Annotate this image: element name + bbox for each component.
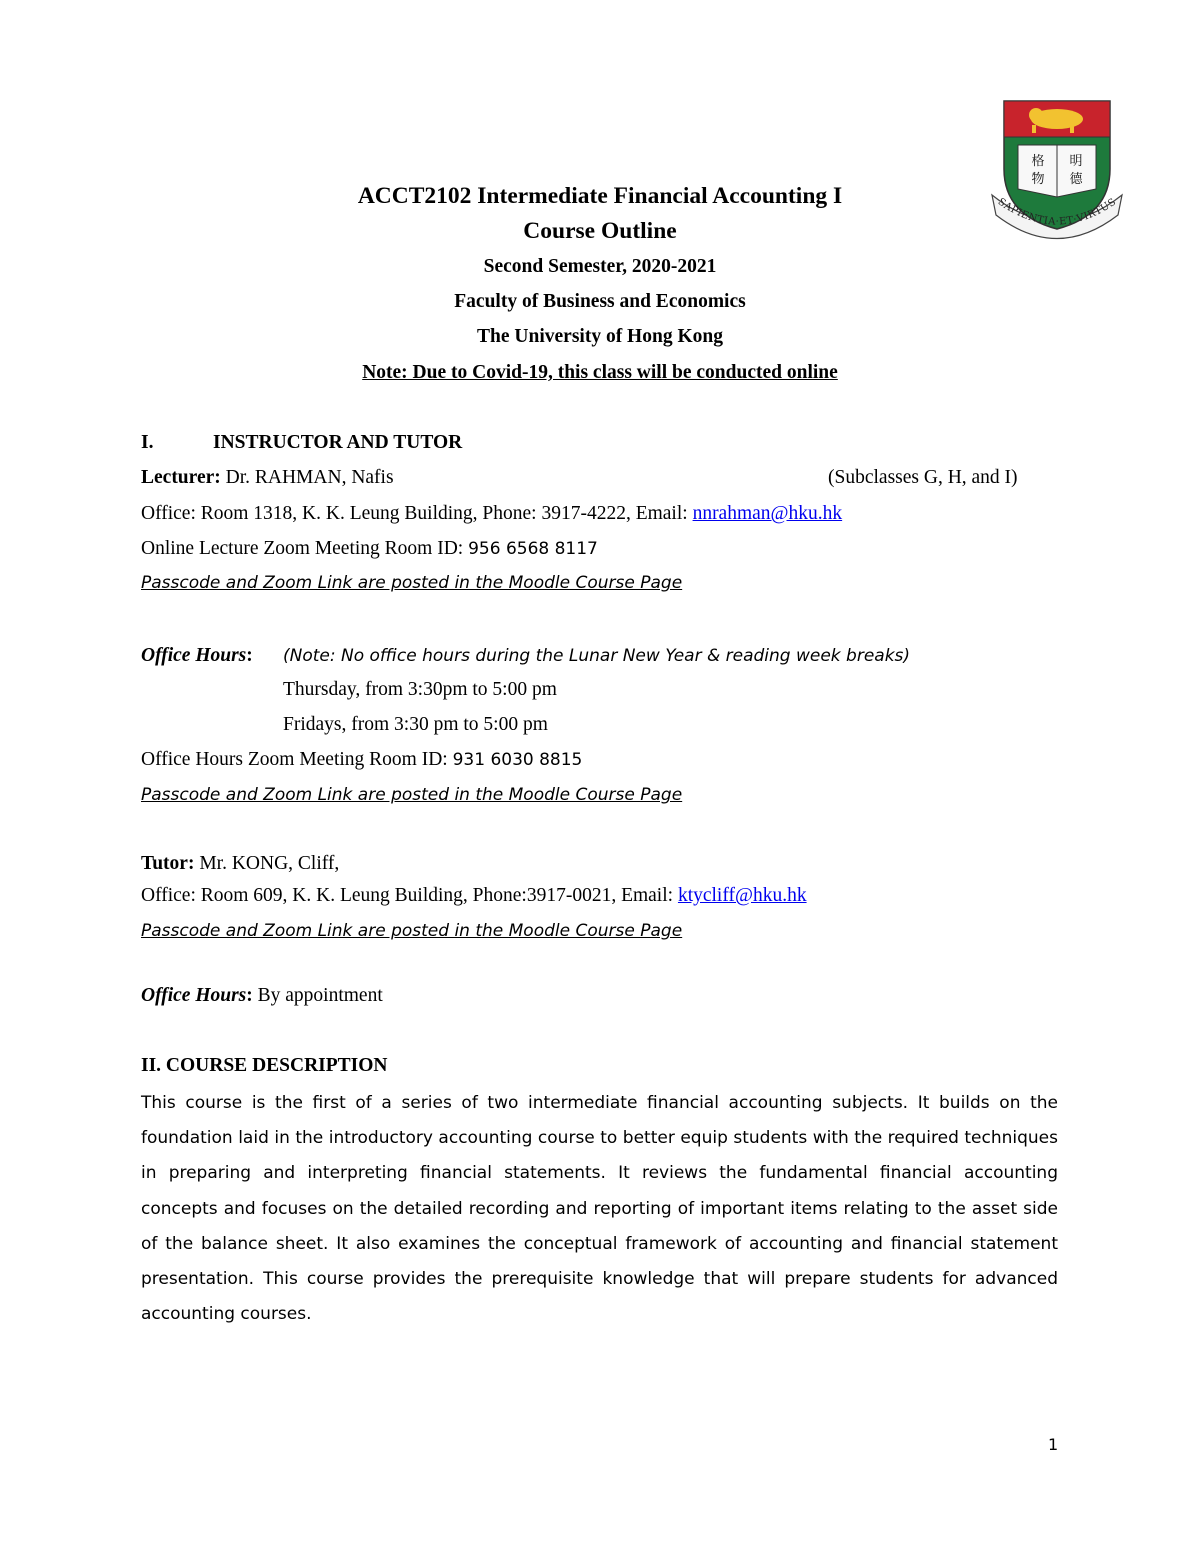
faculty-line: Faculty of Business and Economics bbox=[454, 291, 746, 312]
office-hours-friday: Fridays, from 3:30 pm to 5:00 pm bbox=[283, 714, 548, 735]
lecturer-office-hours-line bbox=[141, 645, 253, 667]
tutor-office-line bbox=[141, 885, 807, 907]
covid-note: Note: Due to Covid-19, this class will be conducted online bbox=[362, 362, 838, 383]
office-hours-zoom-label: Office Hours Zoom Meeting Room ID: bbox=[141, 749, 453, 770]
office-hours-colon: : bbox=[246, 645, 253, 666]
lecturer-office-line bbox=[141, 503, 842, 525]
office-hours-label: Office Hours bbox=[141, 645, 247, 666]
tutor-label: Tutor: bbox=[141, 853, 195, 874]
lecturer-line bbox=[141, 467, 394, 489]
tutor-email-link[interactable]: ktycliff@hku.hk bbox=[677, 885, 807, 906]
document-subtitle: Course Outline bbox=[523, 218, 677, 244]
lecturer-label: Lecturer: bbox=[141, 467, 221, 488]
lecturer-name: Dr. RAHMAN, Nafis bbox=[220, 467, 394, 488]
page-number: 1 bbox=[1048, 1435, 1059, 1454]
document-title: ACCT2102 Intermediate Financial Accounting I bbox=[357, 183, 843, 209]
crest-char-3: 物 bbox=[1031, 172, 1045, 187]
office-hours-zoom-line bbox=[141, 749, 582, 771]
semester-line: Second Semester, 2020-2021 bbox=[483, 256, 717, 277]
office-hours-note: (Note: No office hours during the Lunar New Year & reading week breaks) bbox=[283, 646, 911, 666]
lecture-zoom-line bbox=[141, 538, 598, 560]
lecturer-subclasses: (Subclasses G, H, and I) bbox=[828, 467, 1018, 488]
course-description-paragraph: This course is the first of a series of two intermediate financial accounting subjects. It builds on the foundation laid in the introductory accounting course to better equip students with the required techniques in preparing and interpreting financial statements. It reviews the fundamental financial accounting concepts and focuses on the detailed recording and reporting of important items relating to the asset side of the balance sheet. It also examines the conceptual framework of accounting and financial statement presentation. This course provides the prerequisite knowledge that will prepare students for advanced accounting courses. bbox=[141, 1093, 1058, 1325]
tutor-office-hours-value: By appointment bbox=[252, 985, 383, 1006]
section-1-number: I. bbox=[141, 432, 154, 453]
tutor-passcode-note: Passcode and Zoom Link are posted in the Moodle Course Page bbox=[141, 921, 683, 941]
lecturer-passcode-note: Passcode and Zoom Link are posted in the Moodle Course Page bbox=[141, 573, 683, 593]
section-1-heading: INSTRUCTOR AND TUTOR bbox=[213, 432, 463, 453]
lecture-zoom-label: Online Lecture Zoom Meeting Room ID: bbox=[141, 538, 469, 559]
tutor-office-text: Office: Room 609, K. K. Leung Building, Phone:3917-0021, Email: bbox=[141, 885, 678, 906]
tutor-office-hours-label: Office Hours bbox=[141, 985, 247, 1006]
crest-char-2: 明 bbox=[1069, 154, 1083, 169]
tutor-line bbox=[141, 853, 339, 875]
lecture-zoom-id: 956 6568 8117 bbox=[468, 539, 598, 559]
section-2-heading: II. COURSE DESCRIPTION bbox=[141, 1055, 388, 1076]
office-hours-zoom-id: 931 6030 8815 bbox=[452, 750, 583, 770]
office-hours-thursday: Thursday, from 3:30pm to 5:00 pm bbox=[283, 679, 557, 700]
crest-motto: SAPIENTIA·ET·VIRTUS bbox=[995, 196, 1119, 228]
lecturer-office-text: Office: Room 1318, K. K. Leung Building, Phone: 3917-4222, Email: bbox=[141, 503, 693, 524]
crest-char-1: 格 bbox=[1031, 154, 1045, 169]
tutor-office-hours-line bbox=[141, 985, 383, 1007]
tutor-name: Mr. KONG, Cliff, bbox=[194, 853, 340, 874]
lecturer-email-link[interactable]: nnrahman@hku.hk bbox=[692, 503, 843, 524]
office-hours-passcode-note: Passcode and Zoom Link are posted in the Moodle Course Page bbox=[141, 785, 683, 805]
tutor-office-hours-colon: : bbox=[246, 985, 253, 1006]
university-line: The University of Hong Kong bbox=[477, 326, 723, 347]
crest-char-4: 德 bbox=[1069, 172, 1083, 187]
